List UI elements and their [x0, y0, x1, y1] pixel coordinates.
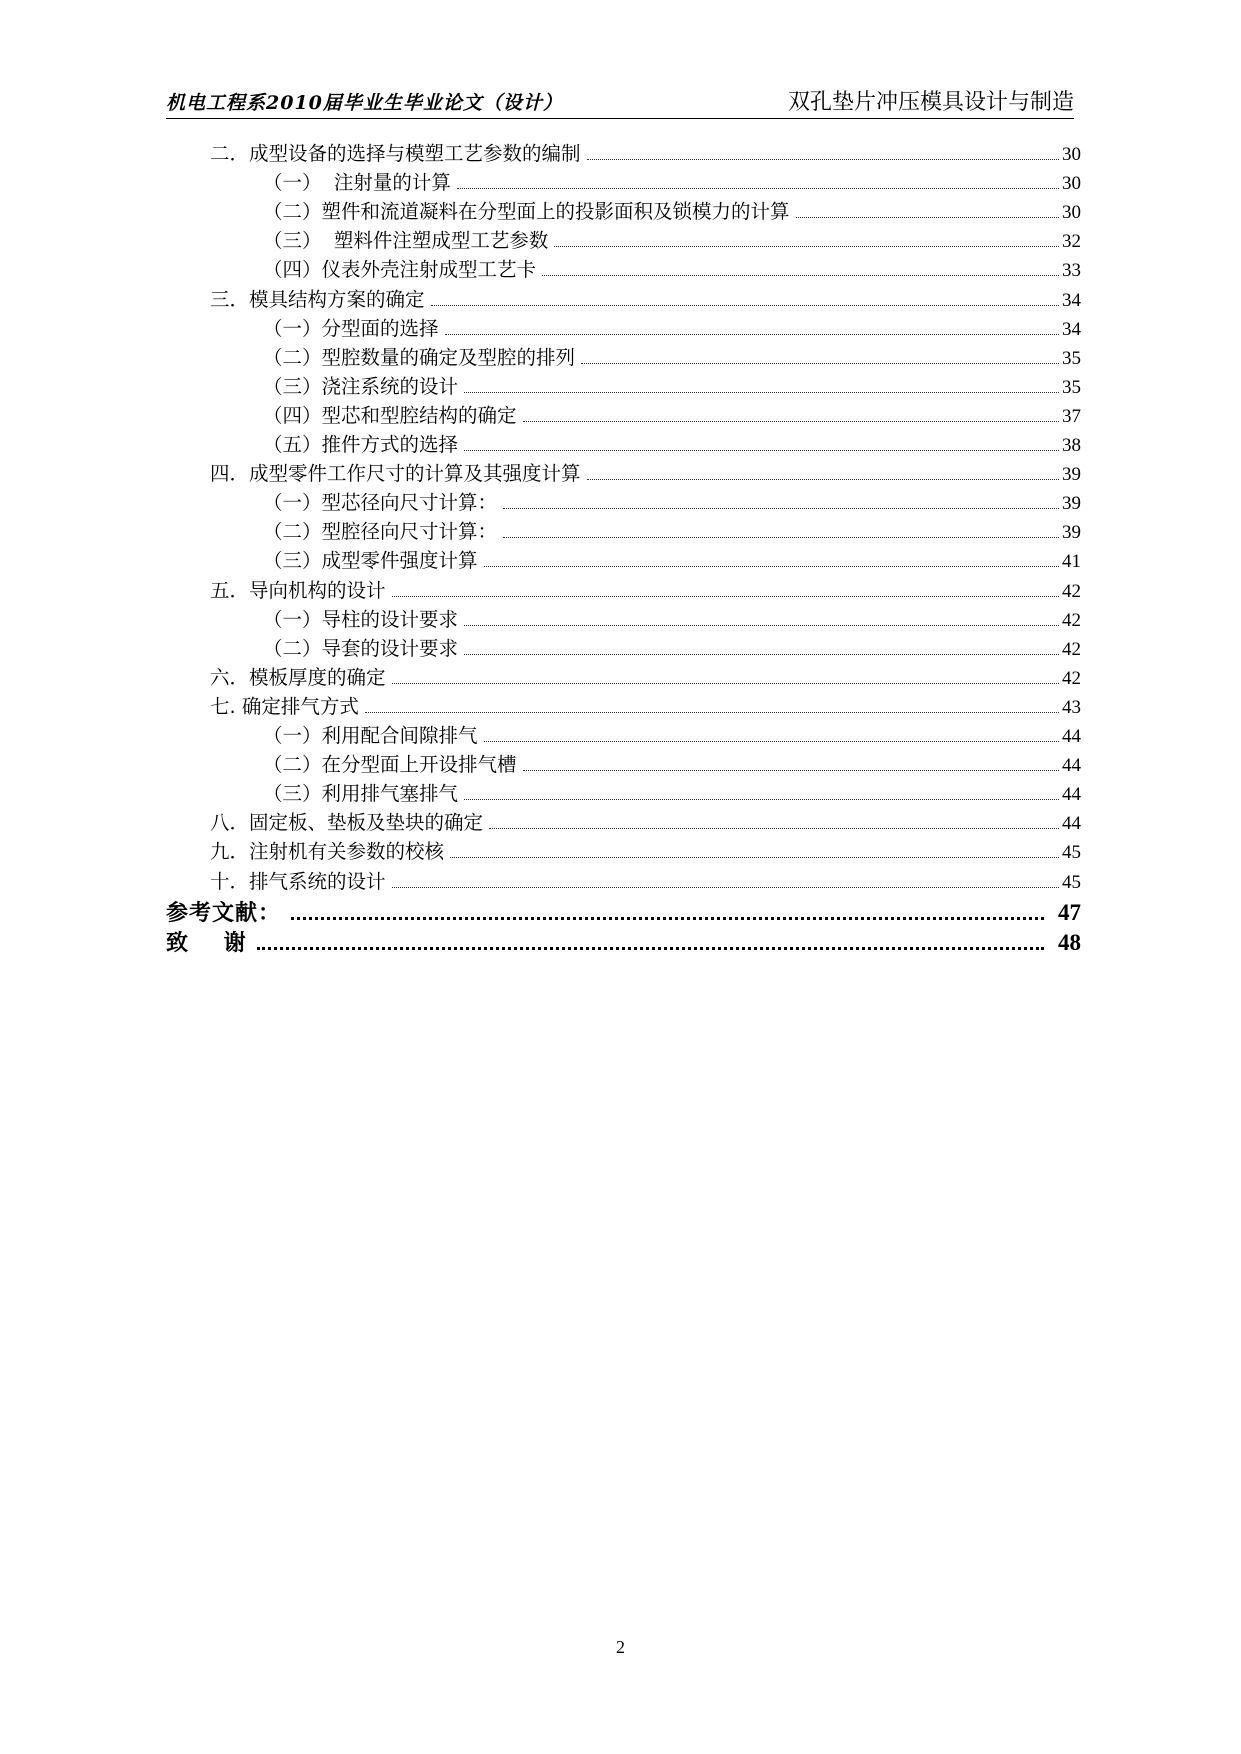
- toc-row: [263, 400, 1081, 428]
- toc-dot-leader: [489, 827, 1059, 829]
- toc-entry-subsection[interactable]: [0, 604, 1241, 634]
- toc-title: 五．导向机构的设计: [210, 578, 386, 602]
- toc-page-number: 39: [1062, 464, 1081, 486]
- toc-title: （二）导套的设计要求: [263, 636, 459, 660]
- toc-entry-subsection[interactable]: [0, 400, 1241, 430]
- toc-row: [210, 138, 1081, 166]
- header-thesis-title: 双孔垫片冲压模具设计与制造: [787, 90, 1074, 115]
- toc-entry-section[interactable]: [0, 807, 1241, 837]
- toc-dot-leader: [445, 333, 1059, 335]
- toc-dot-leader: [587, 158, 1059, 160]
- toc-title: 六．模板厚度的确定: [210, 665, 386, 689]
- toc-dot-leader: [392, 595, 1059, 597]
- toc-page-number: 34: [1062, 289, 1081, 311]
- toc-dot-leader: [365, 711, 1059, 713]
- toc-entry-subsection[interactable]: [0, 254, 1241, 284]
- toc-row: [263, 313, 1081, 341]
- toc-row: [263, 516, 1081, 544]
- toc-title: 十．排气系统的设计: [210, 869, 386, 893]
- toc-page-number: 41: [1062, 551, 1081, 573]
- toc-title: 二．成型设备的选择与模塑工艺参数的编制: [210, 142, 581, 165]
- toc-dot-leader: [392, 682, 1059, 684]
- toc-title: （三）浇注系统的设计: [263, 374, 459, 398]
- toc-entry-section[interactable]: [0, 575, 1241, 605]
- toc-entry-subsection[interactable]: [0, 516, 1241, 546]
- toc-entry-subsection[interactable]: [0, 720, 1241, 750]
- toc-page-number: 44: [1062, 755, 1081, 777]
- toc-page-number: 44: [1062, 813, 1081, 835]
- toc-row: [263, 633, 1081, 661]
- toc-title: 七. 确定排气方式: [210, 694, 359, 718]
- toc-title: （三）成型零件强度计算: [263, 549, 478, 573]
- toc-row: [263, 749, 1081, 777]
- toc-page-number: 39: [1062, 522, 1081, 544]
- toc-row: [166, 896, 1081, 927]
- toc-dot-leader: [503, 507, 1059, 509]
- toc-page-number: 42: [1062, 667, 1081, 689]
- toc-dot-leader: [587, 478, 1059, 480]
- toc-dot-leader: [554, 245, 1059, 247]
- toc-entry-section[interactable]: [0, 138, 1241, 168]
- toc-dot-leader: [581, 362, 1059, 364]
- toc-row: [210, 866, 1081, 894]
- toc-row: [166, 926, 1081, 957]
- toc-title: （一）导柱的设计要求: [263, 607, 459, 631]
- toc-entry-section[interactable]: [0, 691, 1241, 721]
- toc-page-number: 45: [1062, 842, 1081, 864]
- toc-title: （一）利用配合间隙排气: [263, 724, 478, 747]
- toc-dot-leader: [464, 391, 1059, 393]
- toc-dot-leader: [464, 449, 1059, 451]
- toc-entry-subsection[interactable]: [0, 313, 1241, 343]
- toc-entry-subsection[interactable]: [0, 429, 1241, 459]
- toc-title: （二）型腔数量的确定及型腔的排列: [263, 345, 576, 369]
- toc-row: [263, 167, 1081, 195]
- header-thesis-label: 机电工程系2010届毕业生毕业论文（设计）: [166, 92, 563, 114]
- toc-row: [210, 458, 1081, 486]
- toc-entry-subsection[interactable]: [0, 342, 1241, 372]
- toc-page-number: 47: [1058, 900, 1081, 926]
- toc-title: 致 谢: [166, 930, 247, 956]
- toc-row: [263, 254, 1081, 282]
- toc-dot-leader: [450, 856, 1059, 858]
- toc-row: [263, 778, 1081, 806]
- toc-dot-leader: [464, 624, 1059, 626]
- toc-page-number: 38: [1062, 435, 1081, 456]
- toc-entry-section[interactable]: [0, 284, 1241, 314]
- toc-row: [210, 691, 1081, 719]
- toc-title: （三）利用排气塞排气: [263, 782, 459, 806]
- toc-entry-section[interactable]: [0, 866, 1241, 896]
- toc-entry-section[interactable]: [0, 836, 1241, 866]
- toc-title: （三） 塑料件注塑成型工艺参数: [263, 229, 549, 253]
- toc-dot-leader: [484, 740, 1059, 742]
- toc-title: （二）在分型面上开设排气槽: [263, 753, 517, 777]
- toc-page-number: 35: [1062, 347, 1081, 369]
- toc-page-number: 42: [1062, 580, 1081, 602]
- toc-dot-leader: [464, 798, 1059, 800]
- toc-row: [263, 720, 1081, 748]
- toc-dot-leader: [431, 304, 1059, 306]
- toc-page-number: 33: [1062, 260, 1081, 282]
- toc-row: [263, 371, 1081, 399]
- toc-title: （一）分型面的选择: [263, 316, 439, 340]
- toc-page-number: 48: [1058, 929, 1081, 955]
- toc-page-number: 30: [1062, 173, 1081, 195]
- toc-dot-leader: [257, 946, 1044, 950]
- toc-entry-subsection[interactable]: [0, 225, 1241, 255]
- toc-title: （二）塑件和流道凝料在分型面上的投影面积及锁模力的计算: [263, 200, 790, 224]
- toc-entry-subsection[interactable]: [0, 749, 1241, 779]
- page-header: [166, 92, 1074, 119]
- toc-page-number: 39: [1062, 493, 1081, 515]
- toc-title: 四．成型零件工作尺寸的计算及其强度计算: [210, 462, 581, 486]
- toc-page-number: 34: [1062, 318, 1081, 340]
- toc-entry-main[interactable]: [0, 926, 1241, 956]
- toc-dot-leader: [523, 420, 1059, 422]
- toc-entry-section[interactable]: [0, 662, 1241, 692]
- toc-title: （二）型腔径向尺寸计算：: [263, 520, 498, 544]
- toc-dot-leader: [457, 187, 1059, 189]
- toc-entry-subsection[interactable]: [0, 371, 1241, 401]
- toc-page-number: 32: [1062, 231, 1081, 253]
- toc-entry-subsection[interactable]: [0, 633, 1241, 663]
- toc-title: （四）仪表外壳注射成型工艺卡: [263, 258, 537, 282]
- toc-row: [210, 284, 1081, 312]
- toc-row: [263, 604, 1081, 632]
- toc-page-number: 37: [1062, 405, 1081, 427]
- toc-page-number: 30: [1062, 202, 1081, 224]
- toc-page-number: 43: [1062, 696, 1081, 718]
- toc-entry-section[interactable]: [0, 458, 1241, 488]
- toc-page-number: 42: [1062, 638, 1081, 660]
- toc-title: （一）型芯径向尺寸计算：: [263, 491, 498, 515]
- toc-dot-leader: [464, 653, 1059, 655]
- toc-row: [210, 807, 1081, 835]
- toc-row: [263, 429, 1081, 457]
- toc-row: [263, 196, 1081, 224]
- toc-row: [210, 575, 1081, 603]
- toc-title: （一） 注射量的计算: [263, 171, 451, 195]
- toc-dot-leader: [503, 536, 1059, 538]
- toc-title: 九．注射机有关参数的校核: [210, 840, 445, 864]
- toc-title: 三．模具结构方案的确定: [210, 287, 425, 311]
- toc-row: [210, 836, 1081, 864]
- toc-entry-main[interactable]: [0, 896, 1241, 926]
- toc-page-number: 30: [1062, 144, 1081, 165]
- toc-title: 参考文献：: [166, 901, 282, 927]
- toc-entry-subsection[interactable]: [0, 778, 1241, 808]
- toc-dot-leader: [542, 274, 1059, 276]
- toc-dot-leader: [291, 916, 1044, 920]
- toc-row: [263, 225, 1081, 253]
- toc-page-number: 44: [1062, 784, 1081, 806]
- toc-page-number: 42: [1062, 609, 1081, 631]
- toc-entry-subsection[interactable]: [0, 196, 1241, 226]
- toc-row: [263, 487, 1081, 515]
- toc-dot-leader: [796, 216, 1059, 218]
- toc-dot-leader: [392, 886, 1059, 888]
- toc-title: （四）型芯和型腔结构的确定: [263, 403, 517, 427]
- toc-entry-subsection[interactable]: [0, 167, 1241, 197]
- toc-dot-leader: [484, 565, 1059, 567]
- toc-page-number: 44: [1062, 726, 1081, 747]
- toc-page-number: 45: [1062, 871, 1081, 893]
- toc-dot-leader: [523, 769, 1059, 771]
- toc-row: [210, 662, 1081, 690]
- toc-title: 八．固定板、垫板及垫块的确定: [210, 811, 484, 835]
- toc-row: [263, 545, 1081, 573]
- toc-page-number: 35: [1062, 376, 1081, 398]
- page-number: 2: [616, 1637, 625, 1657]
- toc-row: [263, 342, 1081, 370]
- toc-entry-subsection[interactable]: [0, 487, 1241, 517]
- toc-entry-subsection[interactable]: [0, 545, 1241, 575]
- toc-title: （五）推件方式的选择: [263, 433, 459, 456]
